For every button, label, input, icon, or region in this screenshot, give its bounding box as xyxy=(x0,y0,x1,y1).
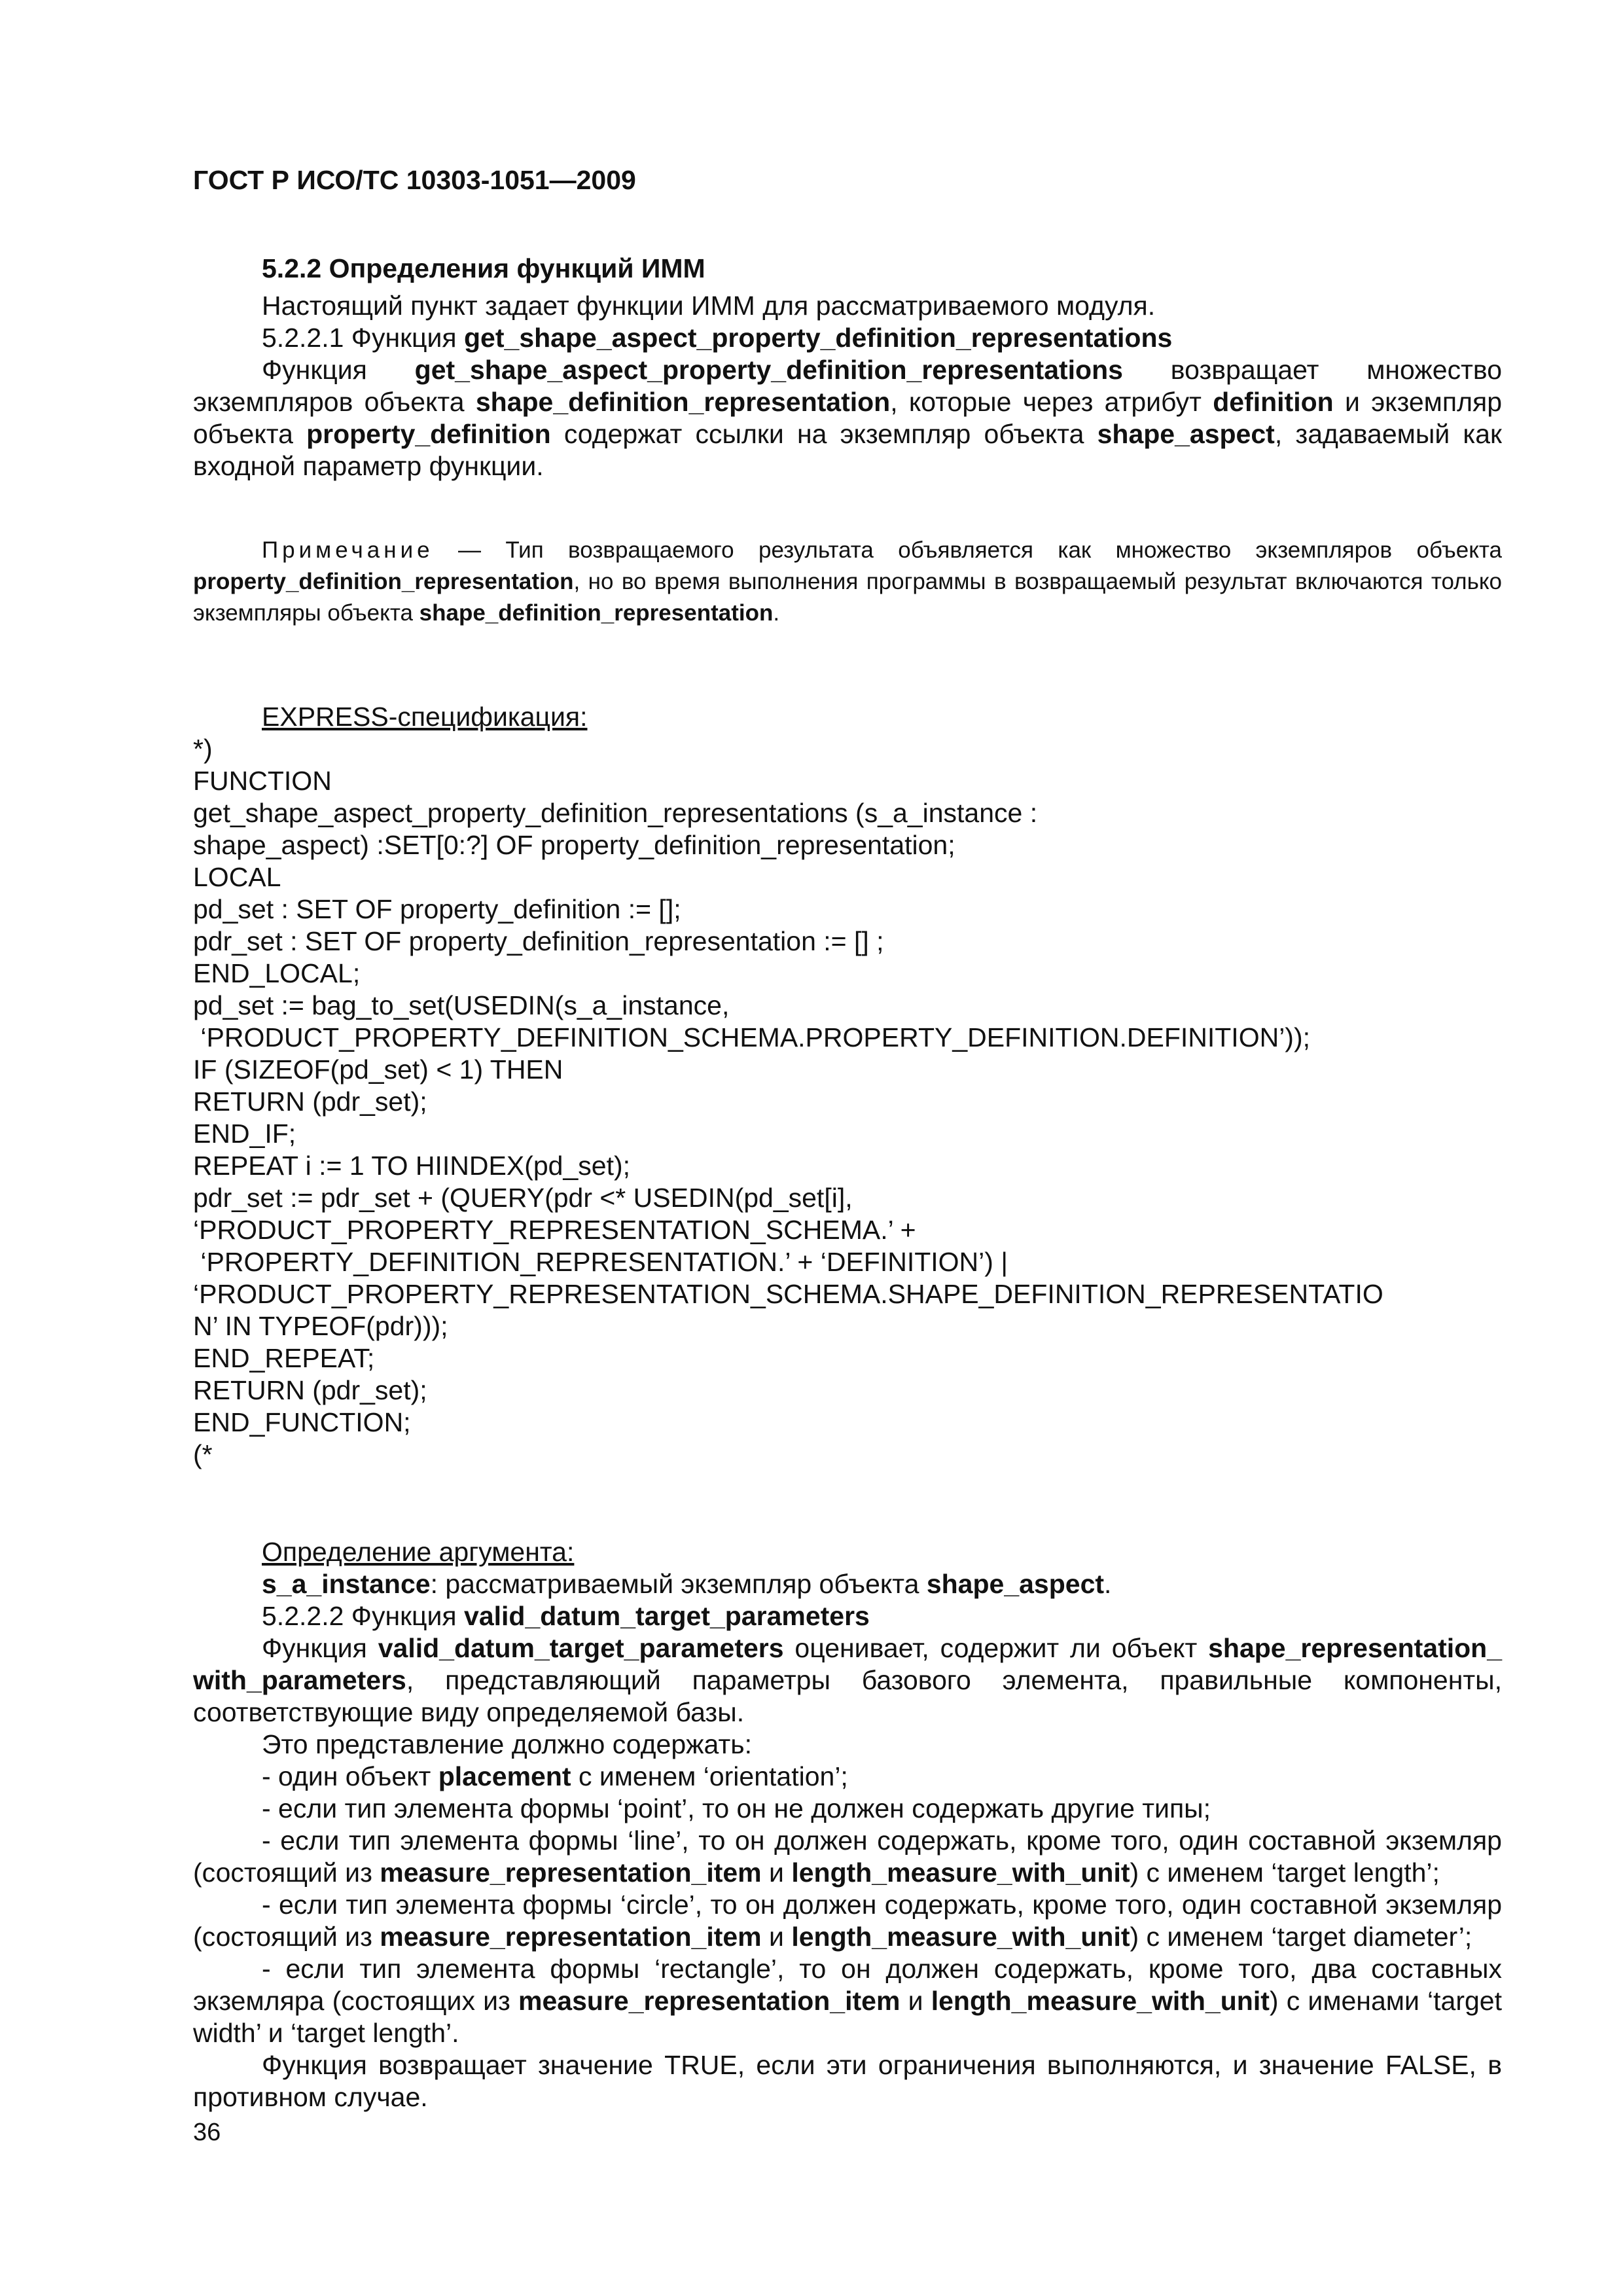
text: и экземпляр объекта xyxy=(193,387,1502,449)
func2-heading-prefix: 5.2.2.2 Функция xyxy=(262,1601,465,1631)
text: возвращает множество экземпляров объекта xyxy=(193,355,1503,417)
text: и xyxy=(761,1857,792,1888)
document-header: ГОСТ Р ИСО/ТС 10303-1051—2009 xyxy=(193,165,636,195)
code-line: ‘PRODUCT_PROPERTY_DEFINITION_SCHEMA.PROPERTY_DEFINITION.DEFINITION’)); xyxy=(193,1022,1311,1052)
page-number: 36 xyxy=(193,2119,221,2146)
note-label: Примечание xyxy=(262,537,434,563)
text: , но во время выполнения программы в возвращаемый результат включаются только экземпляры объекта xyxy=(193,569,1502,626)
code-line: END_REPEAT; xyxy=(193,1343,375,1373)
page-content xyxy=(193,164,1502,2113)
code-line: pd_set := bag_to_set(USEDIN(s_a_instance, xyxy=(193,990,730,1020)
argument-definition xyxy=(193,1568,1502,1600)
text: . xyxy=(1104,1569,1112,1599)
text: — Тип возвращаемого результата объявляется как множество экземпляров объекта xyxy=(433,537,1502,563)
code-line: pd_set : SET OF property_definition := []; xyxy=(193,894,681,924)
term: length_measure_with_unit xyxy=(931,1986,1270,2016)
code-line: RETURN (pdr_set); xyxy=(193,1375,427,1405)
code-line: pdr_set : SET OF property_definition_representation := [] ; xyxy=(193,926,884,956)
list-item xyxy=(193,1825,1502,1889)
list-item xyxy=(193,1761,1502,1793)
term: length_measure_with_unit xyxy=(791,1857,1130,1888)
code-line: (* xyxy=(193,1439,213,1469)
term: length_measure_with_unit xyxy=(791,1922,1130,1952)
express-code xyxy=(193,733,1502,1471)
code-line: get_shape_aspect_property_definition_representations (s_a_instance : xyxy=(193,798,1038,828)
func1-heading-name: get_shape_aspect_property_definition_representations xyxy=(464,323,1173,353)
code-line: END_IF; xyxy=(193,1119,296,1149)
term: shape_definition_representation xyxy=(419,600,774,626)
code-line: ‘PRODUCT_PROPERTY_REPRESENTATION_SCHEMA.SHAPE_DEFINITION_REPRESENTATIO xyxy=(193,1279,1383,1309)
argument-label: Определение аргумента: xyxy=(262,1537,575,1567)
text: . xyxy=(773,600,780,626)
code-line: LOCAL xyxy=(193,862,281,892)
text: ) с именем ‘target length’; xyxy=(1130,1857,1440,1888)
list-item xyxy=(193,1793,1502,1825)
term: valid_datum_target_parameters xyxy=(378,1633,784,1663)
text: - если тип элемента формы ‘circle’, то он должен содержать, кроме того, один составной экземляр (состоящий из xyxy=(193,1890,1502,1952)
text: ) с именем ‘target diameter’; xyxy=(1130,1922,1472,1952)
text: оценивает, содержит ли объект xyxy=(783,1633,1209,1663)
text: - один объект xyxy=(262,1761,438,1791)
func1-heading-prefix: 5.2.2.1 Функция xyxy=(262,323,465,353)
term: definition xyxy=(1213,387,1334,417)
term: shape_definition_representation xyxy=(475,387,891,417)
text: , представляющий параметры базового элемента, правильные компоненты, соответствующие виду определяемой базы. xyxy=(193,1665,1502,1727)
list-item xyxy=(193,1889,1502,1953)
text: и xyxy=(761,1922,792,1952)
list-item xyxy=(193,1953,1502,2049)
func1-note xyxy=(193,535,1502,629)
argument-name: s_a_instance xyxy=(262,1569,431,1599)
term: placement xyxy=(438,1761,571,1791)
text: : рассматриваемый экземпляр объекта xyxy=(430,1569,927,1599)
text: - если тип элемента формы ‘point’, то он не должен содержать другие типы; xyxy=(262,1793,1211,1823)
code-line: ‘PRODUCT_PROPERTY_REPRESENTATION_SCHEMA.’ + xyxy=(193,1215,916,1245)
must-contain-text: Это представление должно содержать: xyxy=(262,1729,752,1759)
result-text: Функция возвращает значение TRUE, если эти ограничения выполняются, и значение FALSE, в противном случае. xyxy=(193,2050,1502,2112)
text: - если тип элемента формы ‘rectangle’, то он должен содержать, кроме того, два составных экземляра (состоящих из xyxy=(193,1954,1502,2016)
term: shape_aspect xyxy=(926,1569,1105,1599)
term: measure_representation_item xyxy=(380,1857,762,1888)
text: содержат ссылки на экземпляр объекта xyxy=(550,419,1097,449)
code-line: END_FUNCTION; xyxy=(193,1407,411,1437)
text: , задаваемый как входной параметр функции. xyxy=(193,419,1502,481)
func2-heading-name: valid_datum_target_parameters xyxy=(464,1601,870,1631)
section-intro: Настоящий пункт задает функции ИММ для рассматриваемого модуля. xyxy=(262,291,1156,321)
code-line: pdr_set := pdr_set + (QUERY(pdr <* USEDIN(pd_set[i], xyxy=(193,1183,853,1213)
term: shape_aspect xyxy=(1097,419,1275,449)
code-line: *) xyxy=(193,734,213,764)
text: с именем ‘orientation’; xyxy=(571,1761,848,1791)
text: Функция xyxy=(262,355,415,385)
express-label: EXPRESS-спецификация: xyxy=(262,702,588,732)
code-line: N’ IN TYPEOF(pdr))); xyxy=(193,1311,448,1341)
spacer xyxy=(193,629,1502,701)
term: measure_representation_item xyxy=(380,1922,762,1952)
code-line: IF (SIZEOF(pd_set) < 1) THEN xyxy=(193,1054,563,1085)
text: ) с именами ‘target width’ и ‘target length’. xyxy=(193,1986,1502,2048)
code-line: shape_aspect) :SET[0:?] OF property_definition_representation; xyxy=(193,830,955,860)
term: measure_representation_item xyxy=(518,1986,901,2016)
func1-heading xyxy=(193,322,1502,354)
text: и xyxy=(900,1986,931,2016)
term: shape_representation_ with_parameters xyxy=(193,1633,1503,1695)
code-line: ‘PROPERTY_DEFINITION_REPRESENTATION.’ + ‘DEFINITION’) | xyxy=(193,1247,1008,1277)
term: property_definition_representation xyxy=(193,569,574,594)
code-line: END_LOCAL; xyxy=(193,958,361,988)
code-line: FUNCTION xyxy=(193,766,332,796)
text: , которые через атрибут xyxy=(890,387,1213,417)
text: - если тип элемента формы ‘line’, то он должен содержать, кроме того, один составной экземляр (состоящий из xyxy=(193,1825,1502,1888)
code-line: RETURN (pdr_set); xyxy=(193,1086,427,1117)
text: Функция xyxy=(262,1633,378,1663)
term: property_definition xyxy=(306,419,551,449)
code-line: REPEAT i := 1 TO HIINDEX(pd_set); xyxy=(193,1151,631,1181)
term: get_shape_aspect_property_definition_representations xyxy=(414,355,1123,385)
func1-description xyxy=(193,354,1502,482)
func2-description xyxy=(193,1632,1502,1729)
spacer xyxy=(193,1471,1502,1536)
func2-heading xyxy=(193,1600,1502,1632)
section-title: 5.2.2 Определения функций ИММ xyxy=(262,253,705,283)
